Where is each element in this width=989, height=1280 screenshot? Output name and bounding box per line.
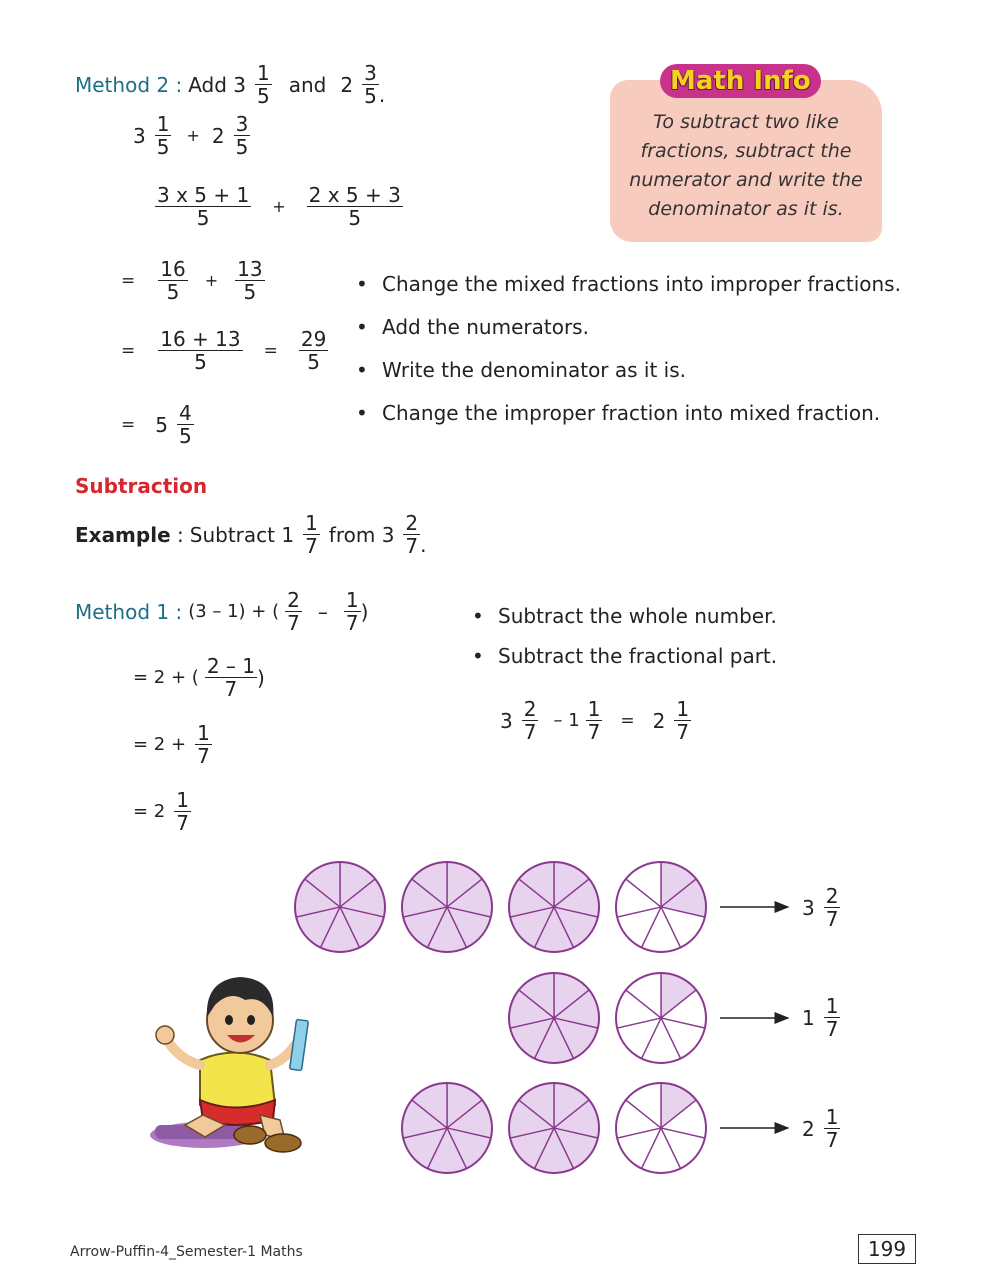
fraction: $\frac{1}{5}$ (257, 61, 270, 108)
row-label-3: 2 $\frac{1}{7}$ (802, 1105, 839, 1152)
fraction: $\frac{16 + 13}{5}$ (160, 327, 241, 374)
fraction: $\frac{1}{7}$ (176, 788, 189, 835)
fraction-circle (402, 862, 492, 952)
method1-label: Method 1 : (75, 599, 183, 624)
fraction: $\frac{1}{7}$ (825, 1105, 839, 1152)
footer-book-title: Arrow-Puffin-4_Semester-1 Maths (70, 1244, 303, 1260)
list-item: • Change the improper fraction into mixed fraction. (352, 401, 901, 425)
boy-illustration (145, 965, 320, 1155)
method2-line: Method 2 : Add 3 $\frac{1}{5}$ and 2 $\frac{3}{5}$ . (75, 61, 386, 108)
fraction: $\frac{1}{7}$ (305, 511, 318, 558)
subtraction-summary: 3 $\frac{2}{7}$ – 1 $\frac{1}{7}$ = 2 $\frac{1}{7}$ (500, 697, 690, 744)
fraction: $\frac{1}{7}$ (197, 721, 210, 768)
list-item: • Add the numerators. (352, 315, 901, 339)
method1-step-2: = 2 + ( $\frac{2 - 1}{7}$ ) (133, 654, 265, 701)
fraction: $\frac{16}{5}$ (160, 257, 186, 304)
fraction-circle (616, 862, 706, 952)
page-number: 199 (858, 1234, 916, 1264)
and-word: and (288, 72, 327, 97)
list-item: • Subtract the whole number. (468, 604, 777, 628)
fraction-circle (509, 862, 599, 952)
fraction-circle (402, 1083, 492, 1173)
fraction: $\frac{29}{5}$ (300, 327, 327, 374)
fraction: $\frac{2 x 5 + 3}{5}$ (308, 183, 401, 230)
list-item: • Change the mixed fractions into improper fractions. (352, 272, 901, 296)
fraction: $\frac{2}{7}$ (405, 511, 419, 558)
row-label-1: 3 $\frac{2}{7}$ (802, 884, 839, 931)
fraction: $\frac{1}{7}$ (345, 588, 359, 635)
fraction-circle (616, 973, 706, 1063)
fraction: $\frac{13}{5}$ (237, 257, 263, 304)
fraction-circle (509, 1083, 599, 1173)
fraction: $\frac{2 - 1}{7}$ (206, 654, 255, 701)
subtraction-heading: Subtraction (75, 474, 208, 498)
fraction: $\frac{2}{7}$ (523, 697, 537, 744)
fraction: $\frac{2}{7}$ (825, 884, 839, 931)
add-step-5: = 5 $\frac{4}{5}$ (121, 401, 192, 448)
fraction: $\frac{1}{7}$ (587, 697, 601, 744)
fraction: $\frac{2}{7}$ (287, 588, 300, 635)
fraction: $\frac{4}{5}$ (178, 401, 192, 448)
fraction: $\frac{3}{5}$ (364, 61, 377, 108)
example-line: Example : Subtract 1 $\frac{1}{7}$ from 3 $\frac{2}{7}$ . (75, 511, 427, 558)
method2-label: Method 2 : (75, 72, 183, 97)
fraction-circle (616, 1083, 706, 1173)
fraction: $\frac{3}{5}$ (235, 112, 249, 159)
list-item: • Subtract the fractional part. (468, 644, 777, 668)
math-info-text: To subtract two like fractions, subtract the numerator and write the denominator as it is. (629, 111, 863, 220)
whole-number: 2 (340, 72, 354, 97)
add-step-1: 3 $\frac{1}{5}$ + 2 $\frac{3}{5}$ (133, 112, 249, 159)
list-item: • Write the denominator as it is. (352, 358, 901, 382)
add-step-2: $\frac{3 x 5 + 1}{5}$ + $\frac{2 x 5 + 3}{5}$ (157, 183, 401, 230)
example-label: Example (75, 522, 171, 547)
add-step-3: = $\frac{16}{5}$ + $\frac{13}{5}$ (121, 257, 263, 304)
fraction: $\frac{3 x 5 + 1}{5}$ (157, 183, 250, 230)
fraction: $\frac{1}{7}$ (825, 994, 839, 1041)
method1-line: Method 1 : (3 – 1) + ( $\frac{2}{7}$ – $\frac{1}{7}$ ) (75, 588, 369, 635)
fraction-circle (295, 862, 385, 952)
method1-step-3: = 2 + $\frac{1}{7}$ (133, 721, 210, 768)
fraction: $\frac{1}{7}$ (676, 697, 690, 744)
method1-step-4: = 2 $\frac{1}{7}$ (133, 788, 189, 835)
fraction-circle (509, 973, 599, 1063)
method2-text: Add 3 (188, 72, 246, 97)
fraction: $\frac{1}{5}$ (156, 112, 170, 159)
add-step-4: = $\frac{16 + 13}{5}$ = $\frac{29}{5}$ (121, 327, 327, 374)
math-info-title: Math Info (660, 64, 821, 98)
row-label-2: 1 $\frac{1}{7}$ (802, 994, 839, 1041)
